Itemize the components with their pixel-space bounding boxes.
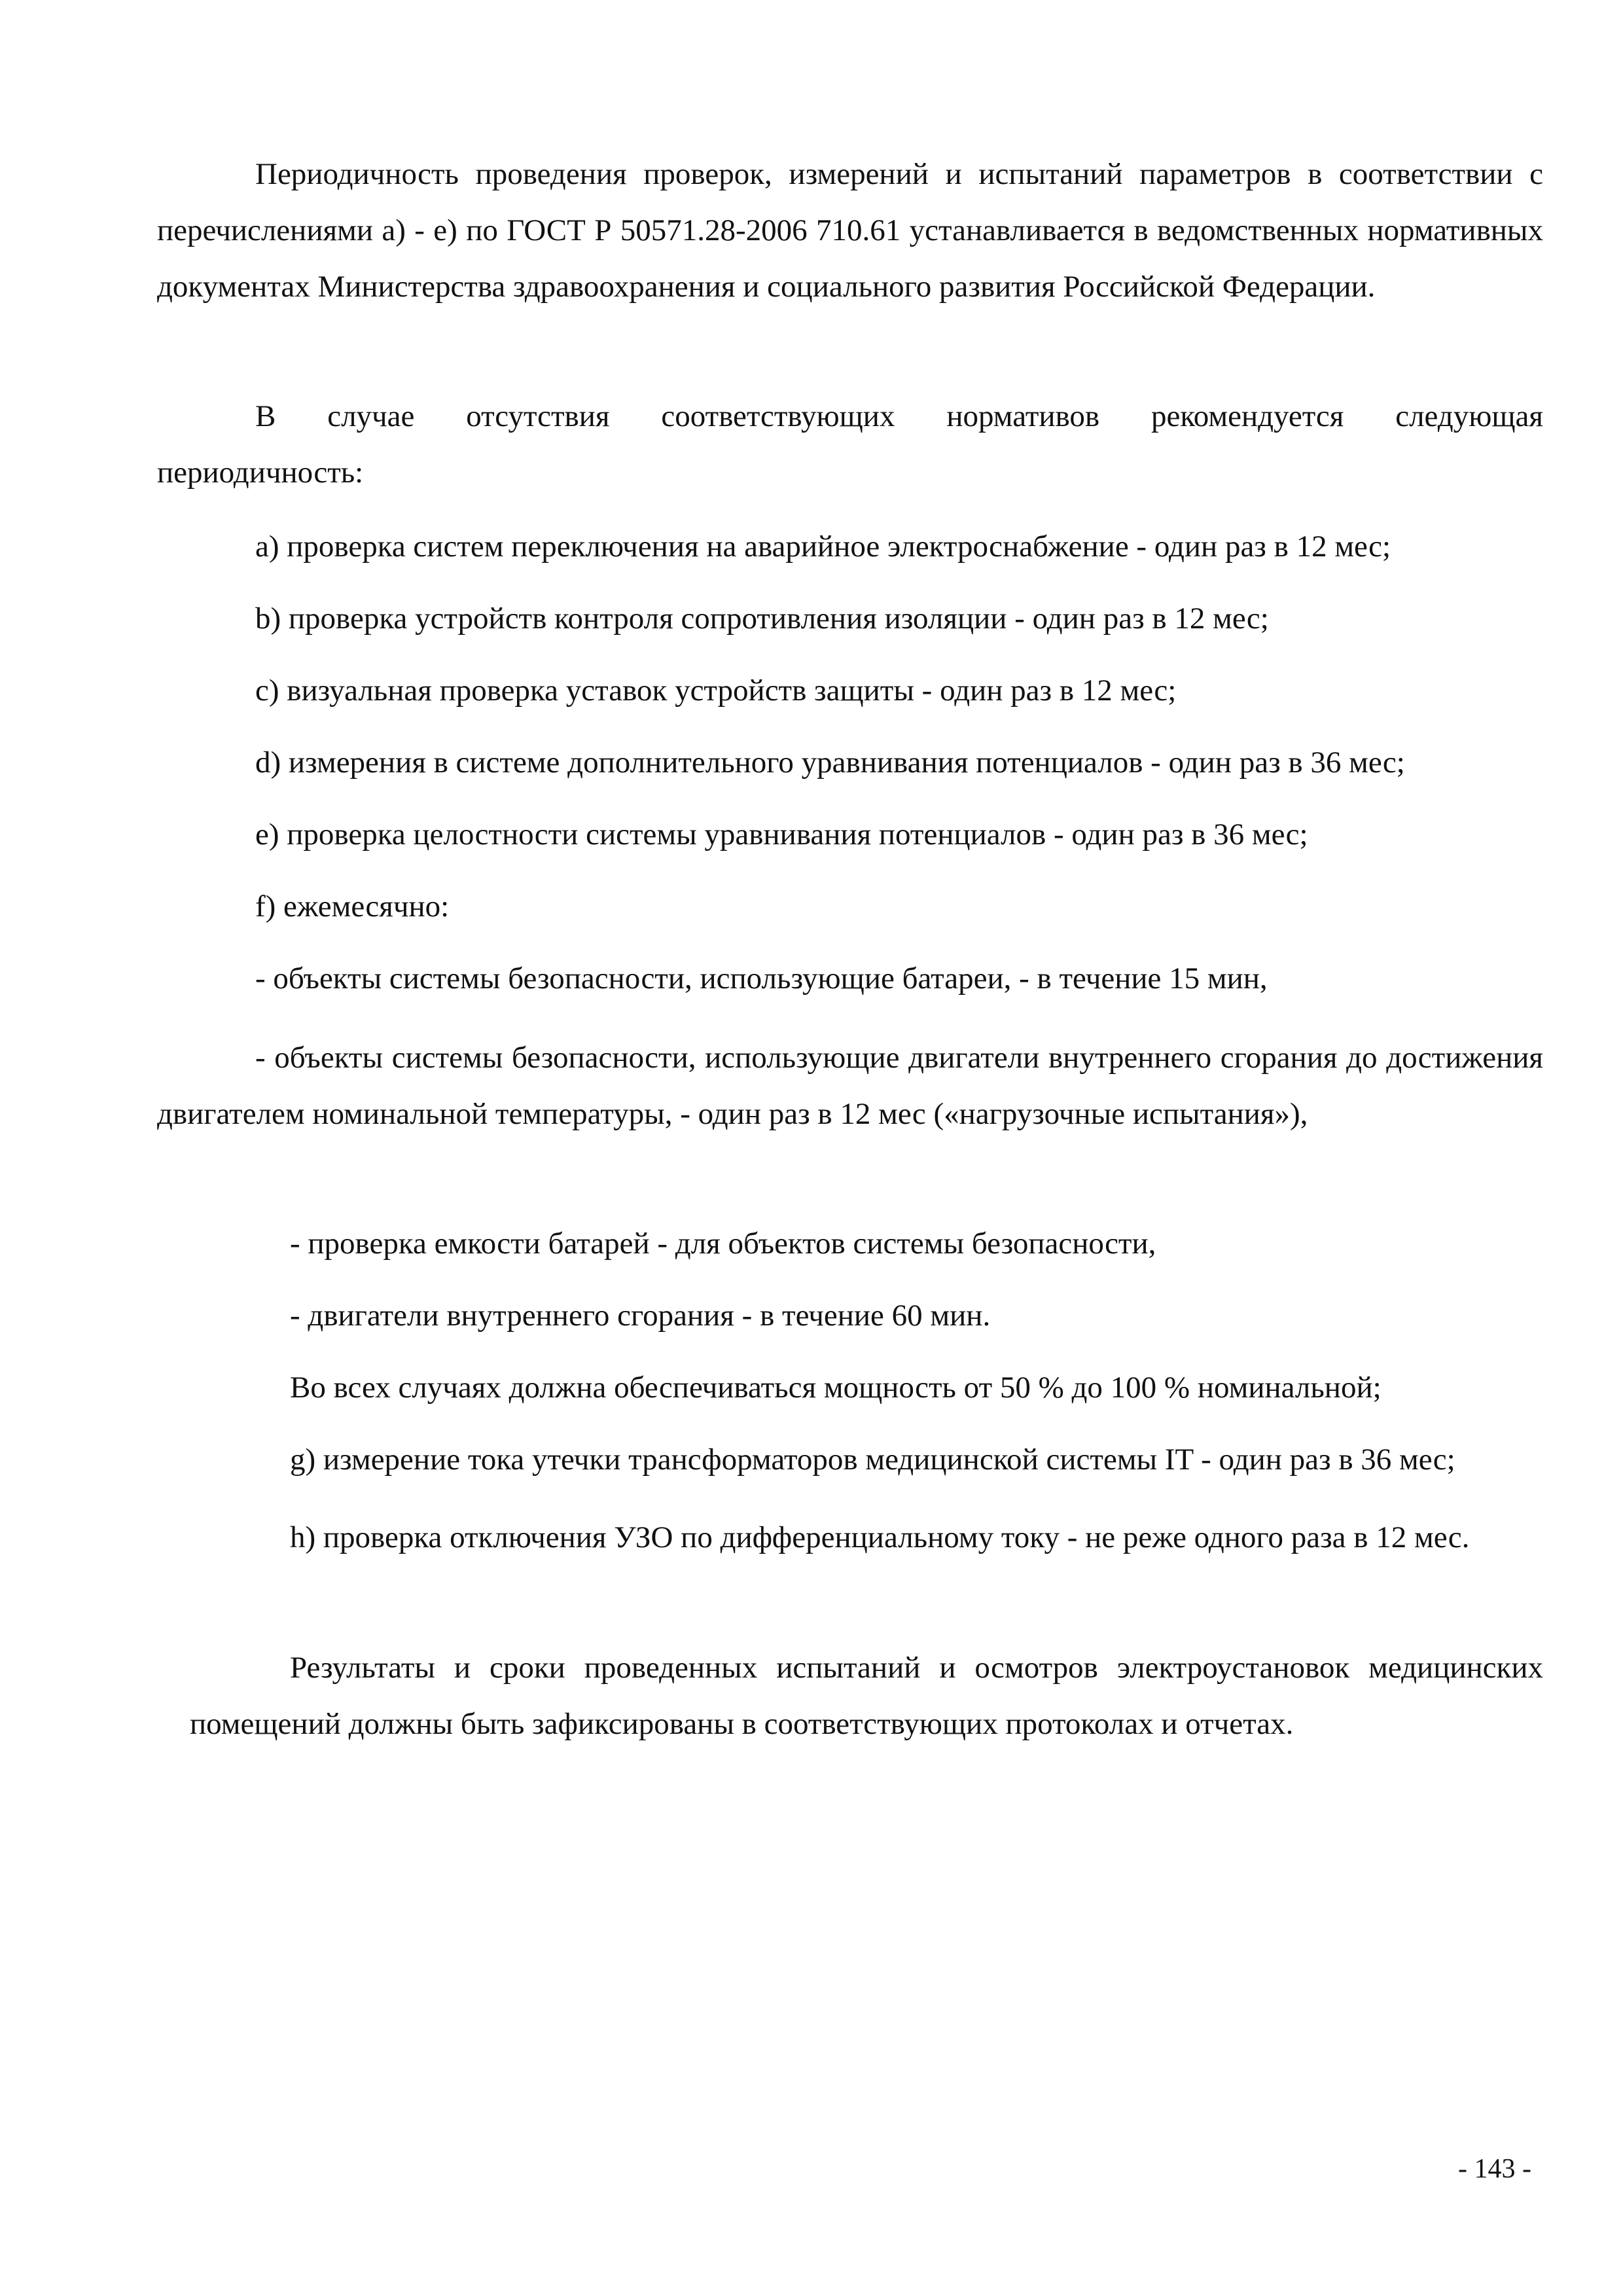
list-item-e: e) проверка целостности системы уравнивания потенциалов - один раз в 36 мес; <box>255 817 1308 852</box>
list-item-b: b) проверка устройств контроля сопротивления изоляции - один раз в 12 мес; <box>255 601 1269 636</box>
list-subitem-engine-time: - двигатели внутреннего сгорания - в течение 60 мин. <box>290 1299 991 1333</box>
list-subitem-battery-capacity: - проверка емкости батарей - для объектов системы безопасности, <box>290 1227 1156 1261</box>
paragraph-power-requirement: Во всех случаях должна обеспечиваться мощность от 50 % до 100 % номинальной; <box>290 1371 1382 1405</box>
paragraph-results: Результаты и сроки проведенных испытаний и осмотров электроустановок медицинских помещений должны быть зафиксированы в соответствующих протоколах и отчетах. <box>190 1651 1543 1741</box>
list-item-a: a) проверка систем переключения на аварийное электроснабжение - один раз в 12 мес; <box>255 529 1391 564</box>
paragraph-no-norms: В случае отсутствия соответствующих нормативов рекомендуется следующая периодичность: <box>157 399 1543 490</box>
list-subitem-batteries: - объекты системы безопасности, использующие батареи, - в течение 15 мин, <box>255 961 1268 996</box>
list-item-d: d) измерения в системе дополнительного уравнивания потенциалов - один раз в 36 мес; <box>255 745 1405 780</box>
list-item-c: c) визуальная проверка уставок устройств защиты - один раз в 12 мес; <box>255 673 1177 708</box>
paragraph-periodicity-intro: Периодичность проведения проверок, измерений и испытаний параметров в соответствии с перечислениями а) - е) по ГОСТ Р 50571.28-2006 710.61 устанавливается в ведомственных нормативных документах Министерства здравоохранения и социального развития Российской Федерации. <box>157 157 1543 304</box>
list-subitem-engines: - объекты системы безопасности, использующие двигатели внутреннего сгорания до достижения двигателем номинальной температуры, - один раз в 12 мес («нагрузочные испытания»), <box>157 1041 1543 1131</box>
list-item-g: g) измерение тока утечки трансформаторов медицинской системы IT - один раз в 36 мес; <box>290 1443 1455 1477</box>
page-number: - 143 - <box>1458 2154 1531 2184</box>
list-item-h: h) проверка отключения УЗО по дифференциальному току - не реже одного раза в 12 мес. <box>290 1520 1470 1554</box>
list-item-f: f) ежемесячно: <box>255 889 450 924</box>
